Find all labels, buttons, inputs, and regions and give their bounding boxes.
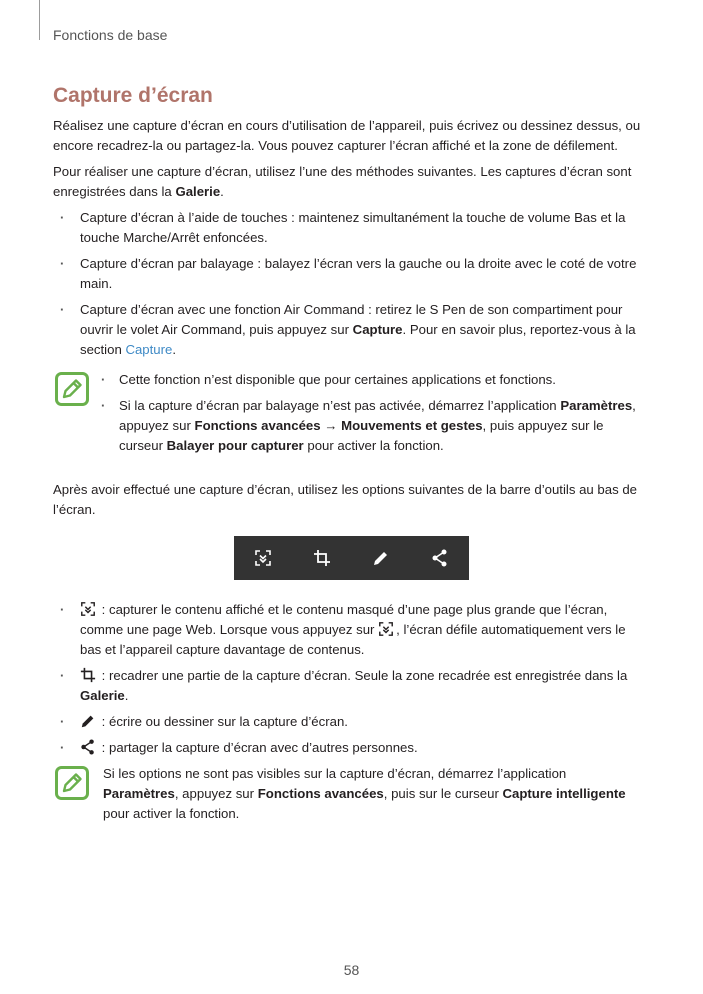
list-item: · : capturer le contenu affiché et le contenu masqué d’une page plus grande que l’écran, comme une page Web. Lorsque vous appuyez sur , l’écran défile automatiquement vers le bas et l’appareil capture davantage de contenus. bbox=[80, 600, 645, 660]
note-list bbox=[119, 370, 645, 456]
list-item: · : partager la capture d’écran avec d’autres personnes. bbox=[80, 738, 645, 758]
screenshot-toolbar bbox=[234, 536, 469, 580]
methods-list bbox=[53, 208, 645, 360]
content bbox=[53, 116, 645, 830]
scroll-capture-icon bbox=[378, 621, 394, 637]
scroll-capture-icon bbox=[80, 601, 96, 617]
page-number: 58 bbox=[343, 962, 360, 978]
list-item: · : écrire ou dessiner sur la capture d’écran. bbox=[80, 712, 645, 732]
note-box bbox=[53, 370, 645, 456]
note-icon bbox=[55, 372, 89, 406]
crop-icon bbox=[80, 667, 96, 683]
note-text: Si les options ne sont pas visibles sur la capture d’écran, démarrez l’application Paramètres, appuyez sur Fonctions avancées, puis sur le curseur Capture intelligente pour activer la fonction. bbox=[103, 766, 626, 821]
crop-icon[interactable] bbox=[313, 549, 331, 567]
list-item: · : recadrer une partie de la capture d’écran. Seule la zone recadrée est enregistrée dans la Galerie. bbox=[80, 666, 645, 706]
header-rule bbox=[39, 0, 40, 40]
list-item: · Capture d’écran par balayage : balayez l’écran vers la gauche ou la droite avec le coté de votre main. bbox=[80, 254, 645, 294]
section-title: Capture d’écran bbox=[53, 84, 213, 107]
note-icon bbox=[55, 766, 89, 800]
after-paragraph: Après avoir effectué une capture d’écran, utilisez les options suivantes de la barre d’outils au bas de l’écran. bbox=[53, 482, 638, 517]
list-item: · Capture d’écran avec une fonction Air Command : retirez le S Pen de son compartiment pour ouvrir le volet Air Command, puis appuyez sur Capture. Pour en savoir plus, reportez-vous à la section Capture. bbox=[80, 300, 645, 360]
capture-link[interactable]: Capture bbox=[125, 342, 173, 357]
share-icon[interactable] bbox=[431, 549, 449, 567]
scroll-capture-icon[interactable] bbox=[254, 549, 272, 567]
galerie-label: Galerie bbox=[175, 184, 221, 199]
list-item: · Si la capture d’écran par balayage n’est pas activée, démarrez l’application Paramètres, appuyez sur Fonctions avancées → Mouvements et gestes, puis appuyez sur le curseur Balayer pour capturer pour activer la fonction. bbox=[119, 396, 645, 456]
pencil-icon[interactable] bbox=[372, 549, 390, 567]
options-list bbox=[53, 600, 645, 758]
list-item: · Cette fonction n’est disponible que pour certaines applications et fonctions. bbox=[119, 370, 645, 390]
pencil-icon bbox=[80, 713, 96, 729]
intro-paragraph-1: Réalisez une capture d’écran en cours d’utilisation de l’appareil, puis écrivez ou dessinez dessus, ou encore recadrez-la ou partagez-la. Vous pouvez capturer l’écran affiché et la zone de défilement. bbox=[53, 118, 641, 153]
header-title: Fonctions de base bbox=[53, 27, 168, 43]
intro-paragraph-2: Pour réaliser une capture d’écran, utilisez l’une des méthodes suivantes. Les captures d’écran sont enregistrées dans la Galerie. bbox=[53, 164, 632, 199]
note-box bbox=[53, 764, 645, 824]
list-item: · Capture d’écran à l’aide de touches : maintenez simultanément la touche de volume Bas et la touche Marche/Arrêt enfoncées. bbox=[80, 208, 645, 248]
share-icon bbox=[80, 739, 96, 755]
